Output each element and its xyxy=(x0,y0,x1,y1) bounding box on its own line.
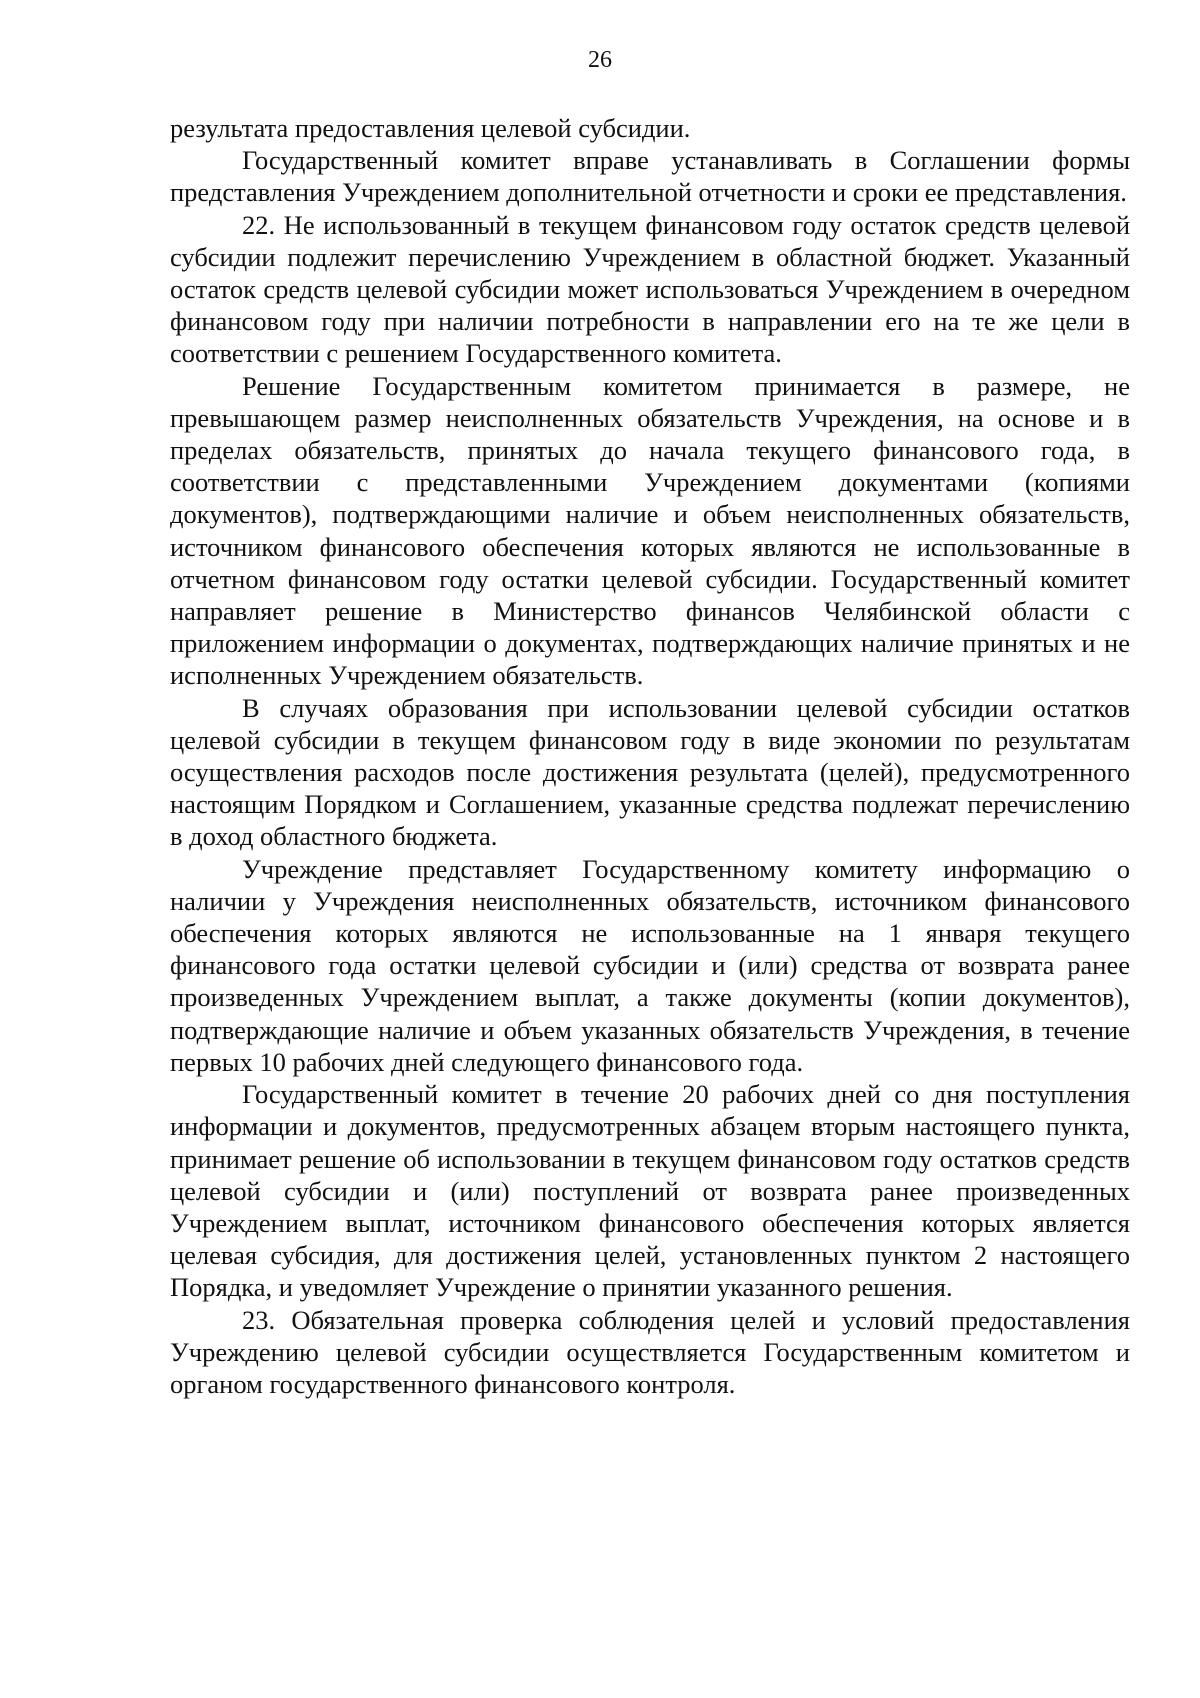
paragraph-continuation: результата предоставления целевой субсидии. xyxy=(170,113,691,143)
paragraph-clause-23: 23. Обязательная проверка соблюдения целей и условий предоставления Учреждению целевой субсидии осуществляется Государственным комитетом и органом государственного финансового контроля. xyxy=(170,1304,1130,1399)
paragraph-institution-report: Учреждение представляет Государственному комитету информацию о наличии у Учреждения неисполненных обязательств, источником финансового обеспечения которых являются не использованные на 1 января текущего финансового года остатки целевой субсидии и (или) средства от возврата ранее произведенных Учреждением выплат, а также документы (копии документов), подтверждающие наличие и объем указанных обязательств Учреждения, в течение первых 10 рабочих дней следующего финансового года. xyxy=(170,853,1130,1077)
paragraph-savings: В случаях образования при использовании целевой субсидии остатков целевой субсидии в текущем финансовом году в виде экономии по результатам осуществления расходов после достижения результата (целей), предусмотренного настоящим Порядком и Соглашением, указанные средства подлежат перечислению в доход областного бюджета. xyxy=(170,692,1130,852)
paragraph-decision: Решение Государственным комитетом принимается в размере, не превышающем размер неисполненных обязательств Учреждения, на основе и в пределах обязательств, принятых до начала текущего финансового года, в соответствии с представленными Учреждением документами (копиями документов), подтверждающими наличие и объем неисполненных обязательств, источником финансового обеспечения которых являются не использованные в отчетном финансовом году остатки целевой субсидии. Государственный комитет направляет решение в Министерство финансов Челябинской области с приложением информации о документах, подтверждающих наличие принятых и не исполненных Учреждением обязательств. xyxy=(170,370,1130,691)
body-text xyxy=(170,112,1130,1400)
paragraph-committee-decision: Государственный комитет в течение 20 рабочих дней со дня поступления информации и документов, предусмотренных абзацем вторым настоящего пункта, принимает решение об использовании в текущем финансовом году остатков средств целевой субсидии и (или) поступлений от возврата ранее произведенных Учреждением выплат, источником финансового обеспечения которых является целевая субсидия, для достижения целей, установленных пунктом 2 настоящего Порядка, и уведомляет Учреждение о принятии указанного решения. xyxy=(170,1079,1130,1303)
page-number: 26 xyxy=(588,47,612,73)
paragraph-reporting-forms: Государственный комитет вправе устанавливать в Соглашении формы представления Учреждением дополнительной отчетности и сроки ее представления. xyxy=(170,145,1130,208)
paragraph-clause-22: 22. Не использованный в текущем финансовом году остаток средств целевой субсидии подлежит перечислению Учреждением в областной бюджет. Указанный остаток средств целевой субсидии может использоваться Учреждением в очередном финансовом году при наличии потребности в направлении его на те же цели в соответствии с решением Государственного комитета. xyxy=(170,209,1130,369)
